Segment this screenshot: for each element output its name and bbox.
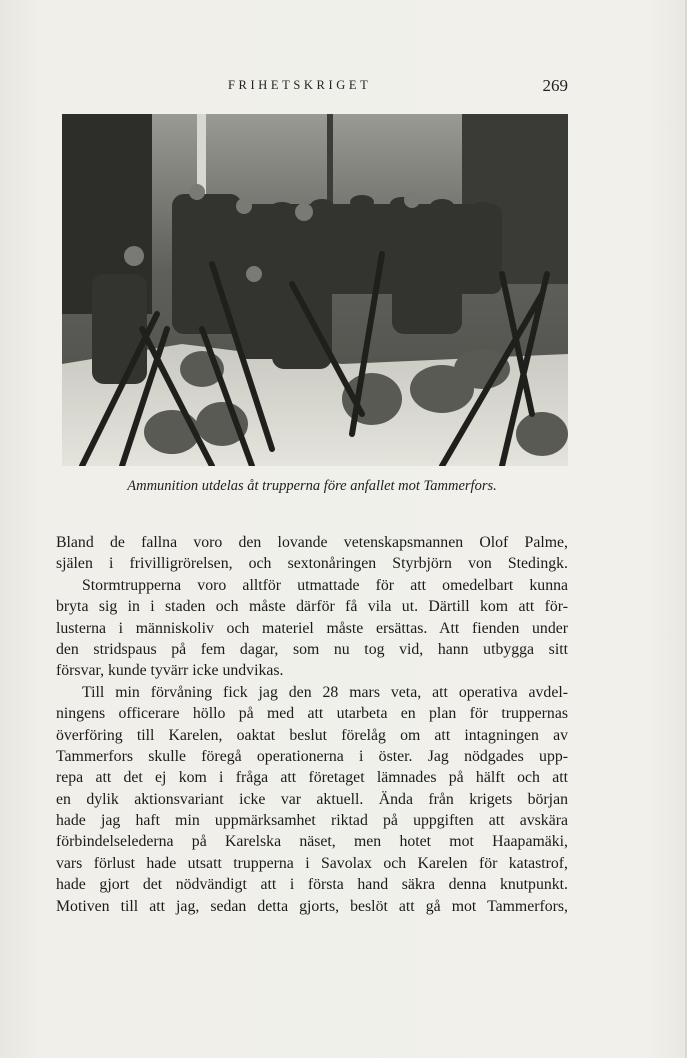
text-line: ningens officerare höllo på med att utarbeta en plan för truppernas xyxy=(56,705,568,723)
text-line: Bland de fallna voro den lovande vetenskapsmannen Olof Palme, xyxy=(56,534,568,551)
text-line: vars förlust hade utsatt trupperna i Savolax och Karelen för katastrof, xyxy=(56,854,568,872)
text-line: Till min förvåning fick jag den 28 mars veta, att operativa avdel- xyxy=(82,683,568,701)
text-line: hade gjort det nödvändigt att i första hand säkra denna knutpunkt. xyxy=(56,876,568,894)
text-line: förbindelselederna på Karelska näset, men hotet mot Haapamäki, xyxy=(56,833,568,851)
text-line: lusterna i människoliv och materiel måste ersättas. Att fienden under xyxy=(56,619,568,637)
text-line: Stormtrupperna voro alltför utmattade för att omedelbart kunna xyxy=(82,576,568,594)
text-line: överföring till Karelen, oaktat beslut förelåg om att intagningen av xyxy=(56,726,568,744)
text-line: den stridspaus på fem dagar, som nu tog vid, hann utbygga sitt xyxy=(56,640,568,658)
text-line: hade jag haft min uppmärksamhet riktad på uppgiften att avskära xyxy=(56,812,568,830)
photograph-soldiers-ammunition-icon xyxy=(62,114,568,466)
text-line: Tammerfors skulle föregå operationerna i öster. Jag nödgades upp- xyxy=(56,747,568,765)
text-line: repa att det ej kom i fråga att företaget lämnades på hälft och att xyxy=(56,769,568,787)
running-title: FRIHETSKRIGET xyxy=(228,78,372,92)
text-line: försvar, kunde tyvärr icke undvikas. xyxy=(56,662,284,680)
photograph xyxy=(62,114,568,466)
text-line: Motiven till att jag, sedan detta gjorts, beslöt att gå mot Tammerfors, xyxy=(56,897,568,915)
figure-caption: Ammunition utdelas åt trupperna före anfallet mot Tammerfors. xyxy=(127,478,497,494)
page-number: 269 xyxy=(542,76,568,95)
text-line: en dylik aktionsvariant icke var aktuell. Ända från krigets början xyxy=(56,790,568,808)
body-text xyxy=(56,532,568,917)
page-header xyxy=(56,76,568,98)
text-line: bryta sig in i staden och måste därför få vila ut. Därtill kom att för- xyxy=(56,598,568,616)
text-line: själen i frivilligrörelsen, och sextonåringen Styrbjörn von Stedingk. xyxy=(56,555,568,573)
